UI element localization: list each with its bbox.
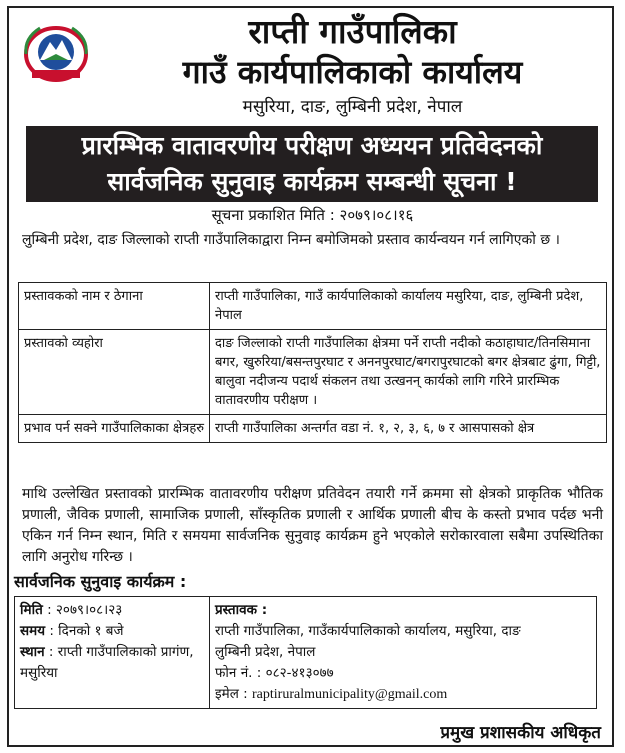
event-time [20,621,204,642]
proposer-line-1: राप्ती गाउँपालिका, गाउँकार्यपालिकाको कार्यालय, मसुरिया, दाङ [215,623,521,639]
event-place [20,642,204,684]
event-proposer-cell [210,597,597,709]
email-label: इमेल : [215,686,248,702]
section-title: सार्वजनिक सुनुवाइ कार्यक्रम : [14,572,187,591]
phone-label: फोन नं. : [215,665,262,681]
main-paragraph: माथि उल्लेखित प्रस्तावको प्रारम्भिक वातावरणीय परीक्षण प्रतिवेदन तयारी गर्ने क्रममा सो क्षेत्रको प्राकृतिक भौतिक प्रणाली, जैविक प्रणाली, सामाजिक प्रणाली, साँस्कृतिक प्रणाली र आर्थिक प्रणाली बीच के कस्तो प्रभाव पर्दछ भनी एकिन गर्न निम्न स्थान, मिति र समयमा सार्वजनिक सुनुवाइ कार्यक्रम हुने भएकोले सरोकारवाला सबैमा उपस्थितिका लागि अनुरोध गरिन्छ । [22,486,603,565]
notice-banner [26,126,598,202]
proposer-line-2: लुम्बिनी प्रदेश, नेपाल [215,644,316,660]
proposer-phone [215,663,591,684]
nepal-emblem-icon [20,20,92,84]
event-date [20,600,204,621]
table-row [19,283,607,330]
time-value: : दिनको १ बजे [49,623,124,639]
detail-value: राप्ती गाउँपालिका, गाउँ कार्यपालिकाको कार्यालय मसुरिया, दाङ, लुम्बिनी प्रदेश, नेपाल [210,283,607,330]
email-link[interactable]: raptiruralmunicipality@gmail.com [252,687,448,702]
published-date: सूचना प्रकाशित मिति : २०७९।०८।१६ [211,206,414,224]
proposer-label: प्रस्तावक : [215,602,268,618]
banner-line-1: प्रारम्भिक वातावरणीय परीक्षण अध्ययन प्रतिवेदनको [81,131,543,160]
event-schedule-cell [15,597,210,709]
place-label: स्थान [20,644,45,660]
time-label: समय [20,623,46,639]
municipality-title: राप्ती गाउँपालिका [248,12,457,51]
office-address: मसुरिया, दाङ, लुम्बिनी प्रदेश, नेपाल [242,97,463,117]
table-row [19,415,607,443]
detail-key: प्रभाव पर्न सक्ने गाउँपालिकाका क्षेत्रहरु [19,415,210,443]
detail-value: राप्ती गाउँपालिका अन्तर्गत वडा नं. १, २, ३, ६, ७ र आसपासको क्षेत्र [210,415,607,443]
place-value: : राप्ती गाउँपालिकाको प्रागंण, मसुरिया [20,644,194,681]
table-row [15,597,597,709]
proposal-details-table [18,282,607,443]
phone-value: ०८२-४१३०७७ [265,665,334,681]
signature: प्रमुख प्रशासकीय अधिकृत [440,723,601,743]
hearing-event-table [14,596,597,709]
office-title: गाउँ कार्यपालिकाको कार्यालय [182,53,523,91]
intro-paragraph: लुम्बिनी प्रदेश, दाङ जिल्लाको राप्ती गाउँपालिकाद्वारा निम्न बमोजिमको प्रस्ताव कार्यन्वयन गर्न लागिएको छ । [22,232,560,248]
detail-value: दाङ जिल्लाको राप्ती गाउँपालिका क्षेत्रमा पर्ने राप्ती नदीको कठाहाघाट/तिनसिमाना बगर, खुरुरिया/बसन्तपुरघाट र अननपुरघाट/बगरापुरघाटको बगर क्षेत्रबाट ढुंगा, गिट्टी, बालुवा नदीजन्य पदार्थ संकलन तथा उत्खनन् कार्यको लागि गरिने प्रारम्भिक वातावरणीय परीक्षण । [210,330,607,415]
proposer-email [215,684,591,705]
detail-key: प्रस्तावको व्यहोरा [19,330,210,415]
date-label: मिति [20,602,43,618]
date-value: : २०७९।०८।२३ [47,602,123,618]
detail-key: प्रस्तावकको नाम र ठेगाना [19,283,210,330]
table-row [19,330,607,415]
banner-line-2: सार्वजनिक सुनुवाइ कार्यक्रम सम्बन्धी सूचना ! [107,167,517,196]
